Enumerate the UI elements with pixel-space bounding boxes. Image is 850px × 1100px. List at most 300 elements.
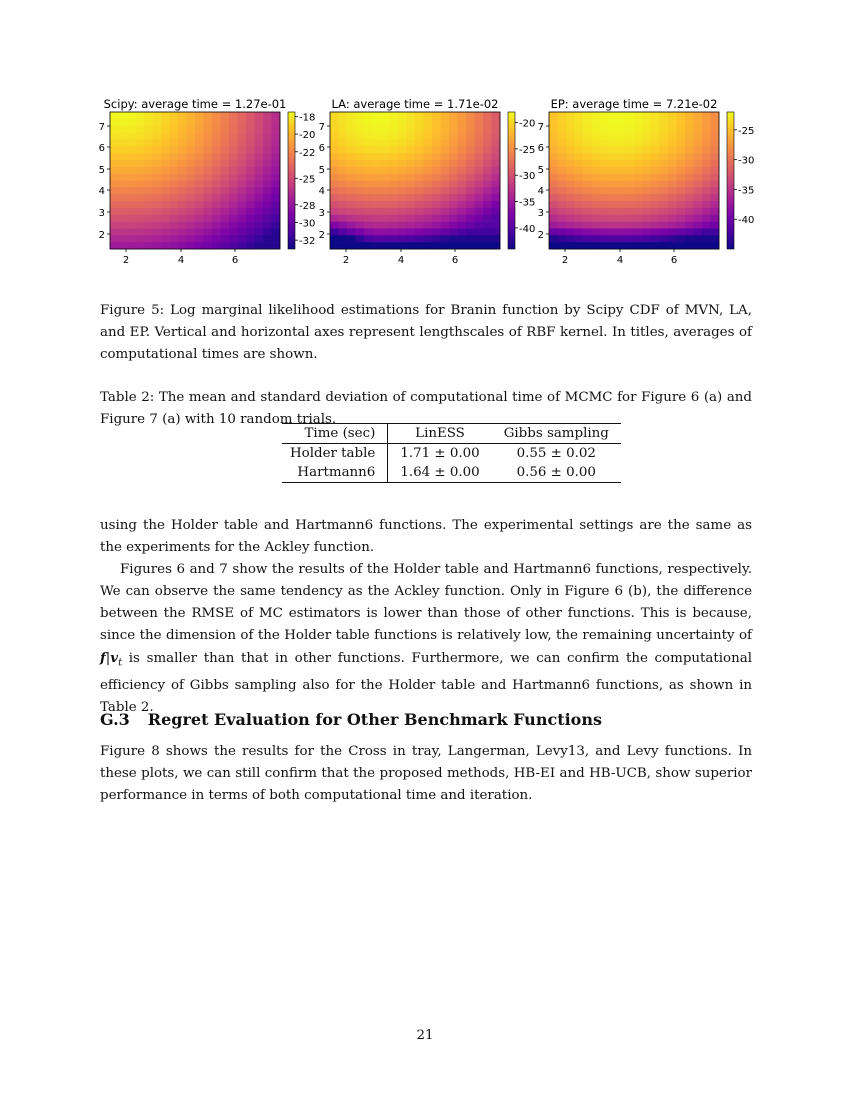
heatmap-cell bbox=[212, 174, 221, 181]
heatmap-cell bbox=[600, 235, 609, 242]
heatmap-cell bbox=[229, 222, 238, 229]
heatmap-cell bbox=[492, 153, 501, 160]
heatmap-cell bbox=[449, 126, 458, 133]
heatmap-cell bbox=[272, 146, 281, 153]
heatmap-cell bbox=[204, 167, 213, 174]
heatmap-cell bbox=[195, 235, 204, 242]
heatmap-cell bbox=[136, 242, 145, 249]
heatmap-cell bbox=[347, 167, 356, 174]
heatmap-cell bbox=[441, 167, 450, 174]
heatmap-panel-scipy bbox=[84, 0, 324, 275]
heatmap-cell bbox=[626, 201, 635, 208]
heatmap-cell bbox=[643, 126, 652, 133]
heatmap-cell bbox=[127, 215, 136, 222]
heatmap-cell bbox=[330, 126, 339, 133]
heatmap-cell bbox=[212, 139, 221, 146]
heatmap-cell bbox=[492, 133, 501, 140]
heatmap-cell bbox=[170, 181, 179, 188]
heatmap-cell bbox=[475, 174, 484, 181]
heatmap-cell bbox=[685, 208, 694, 215]
heatmap-cell bbox=[229, 160, 238, 167]
heatmap-cell bbox=[212, 187, 221, 194]
heatmap-cell bbox=[702, 160, 711, 167]
heatmap-cell bbox=[466, 174, 475, 181]
heatmap-cell bbox=[634, 133, 643, 140]
heatmap-cell bbox=[187, 160, 196, 167]
heatmap-cell bbox=[583, 181, 592, 188]
heatmap-cell bbox=[398, 181, 407, 188]
heatmap-cell bbox=[466, 160, 475, 167]
heatmap-cell bbox=[144, 174, 153, 181]
colorbar-tick-label: -22 bbox=[299, 147, 316, 159]
heatmap-cell bbox=[634, 153, 643, 160]
heatmap-cell bbox=[127, 187, 136, 194]
heatmap-cell bbox=[424, 222, 433, 229]
heatmap-cell bbox=[441, 146, 450, 153]
heatmap-cell bbox=[330, 187, 339, 194]
heatmap-cell bbox=[466, 181, 475, 188]
heatmap-cell bbox=[609, 215, 618, 222]
heatmap-cell bbox=[255, 235, 264, 242]
heatmap-cell bbox=[492, 174, 501, 181]
header-gibbs: Gibbs sampling bbox=[503, 426, 609, 441]
heatmap-cell bbox=[660, 194, 669, 201]
heatmap-cell bbox=[364, 222, 373, 229]
heatmap-cell bbox=[424, 133, 433, 140]
heatmap-cell bbox=[272, 167, 281, 174]
heatmap-cell bbox=[651, 242, 660, 249]
heatmap-cell bbox=[492, 119, 501, 126]
heatmap-cell bbox=[677, 242, 686, 249]
heatmap-cell bbox=[204, 222, 213, 229]
heatmap-cell bbox=[144, 215, 153, 222]
heatmap-cell bbox=[483, 228, 492, 235]
heatmap-cell bbox=[626, 139, 635, 146]
heatmap-cell bbox=[364, 174, 373, 181]
heatmap-cell bbox=[229, 215, 238, 222]
heatmap-cell bbox=[549, 160, 558, 167]
heatmap-cell bbox=[694, 215, 703, 222]
heatmap-cell bbox=[356, 153, 365, 160]
section-title: Regret Evaluation for Other Benchmark Functions bbox=[147, 710, 602, 729]
heatmap-cell bbox=[643, 242, 652, 249]
math-t: t bbox=[118, 657, 123, 669]
heatmap-cell bbox=[127, 167, 136, 174]
heatmap-cell bbox=[575, 222, 584, 229]
heatmap-cell bbox=[221, 194, 230, 201]
heatmap-cell bbox=[475, 133, 484, 140]
heatmap-cell bbox=[685, 242, 694, 249]
heatmap-cell bbox=[161, 187, 170, 194]
heatmap-cell bbox=[483, 146, 492, 153]
heatmap-cell bbox=[458, 235, 467, 242]
heatmap-cell bbox=[212, 242, 221, 249]
heatmap-cell bbox=[347, 133, 356, 140]
heatmap-cell bbox=[634, 187, 643, 194]
heatmap-cell bbox=[263, 194, 272, 201]
heatmap-cell bbox=[170, 167, 179, 174]
heatmap-cell bbox=[668, 119, 677, 126]
heatmap-cell bbox=[432, 208, 441, 215]
heatmap-cell bbox=[651, 235, 660, 242]
heatmap-cell bbox=[364, 208, 373, 215]
heatmap-cell bbox=[651, 167, 660, 174]
heatmap-cell bbox=[119, 112, 128, 119]
heatmap-cell bbox=[229, 242, 238, 249]
heatmap-cell bbox=[364, 228, 373, 235]
heatmap-cell bbox=[711, 174, 720, 181]
heatmap-cell bbox=[643, 235, 652, 242]
heatmap-cell bbox=[330, 235, 339, 242]
heatmap-cell bbox=[432, 242, 441, 249]
heatmap-cell bbox=[161, 208, 170, 215]
heatmap-cell bbox=[195, 119, 204, 126]
heatmap-cell bbox=[711, 167, 720, 174]
heatmap-cell bbox=[694, 112, 703, 119]
heatmap-cell bbox=[475, 187, 484, 194]
heatmap-cell bbox=[136, 153, 145, 160]
heatmap-cell bbox=[483, 167, 492, 174]
heatmap-cell bbox=[110, 133, 119, 140]
heatmap-cell bbox=[711, 126, 720, 133]
heatmap-cell bbox=[660, 174, 669, 181]
heatmap-cell bbox=[161, 139, 170, 146]
heatmap-cell bbox=[634, 235, 643, 242]
heatmap-cell bbox=[356, 126, 365, 133]
heatmap-cell bbox=[449, 153, 458, 160]
heatmap-cell bbox=[195, 133, 204, 140]
heatmap-cell bbox=[238, 194, 247, 201]
heatmap-cell bbox=[127, 208, 136, 215]
heatmap-cell bbox=[634, 139, 643, 146]
heatmap-cell bbox=[415, 208, 424, 215]
heatmap-cell bbox=[390, 242, 399, 249]
heatmap-cell bbox=[187, 181, 196, 188]
heatmap-cell bbox=[178, 235, 187, 242]
heatmap-cell bbox=[592, 187, 601, 194]
heatmap-cell bbox=[575, 153, 584, 160]
heatmap-cell bbox=[356, 174, 365, 181]
heatmap-panel-ep bbox=[523, 0, 763, 275]
heatmap-cell bbox=[677, 153, 686, 160]
heatmap-cell bbox=[238, 126, 247, 133]
heatmap-cell bbox=[617, 194, 626, 201]
heatmap-cell bbox=[626, 146, 635, 153]
heatmap-cell bbox=[711, 160, 720, 167]
heatmap-cell bbox=[255, 201, 264, 208]
heatmap-cell bbox=[651, 160, 660, 167]
heatmap-cell bbox=[119, 235, 128, 242]
heatmap-cell bbox=[492, 112, 501, 119]
heatmap-cell bbox=[651, 215, 660, 222]
heatmap-cell bbox=[161, 160, 170, 167]
heatmap-cell bbox=[702, 174, 711, 181]
heatmap-cell bbox=[255, 208, 264, 215]
heatmap-cell bbox=[339, 126, 348, 133]
heatmap-cell bbox=[441, 160, 450, 167]
heatmap-cell bbox=[161, 201, 170, 208]
heatmap-cell bbox=[617, 119, 626, 126]
heatmap-cell bbox=[356, 167, 365, 174]
heatmap-cell bbox=[466, 215, 475, 222]
heatmap-cell bbox=[458, 167, 467, 174]
heatmap-cell bbox=[575, 174, 584, 181]
heatmap-cell bbox=[575, 187, 584, 194]
heatmap-cell bbox=[449, 146, 458, 153]
heatmap-cell bbox=[373, 181, 382, 188]
heatmap-cell bbox=[127, 174, 136, 181]
heatmap-cell bbox=[161, 222, 170, 229]
heatmap-cell bbox=[466, 201, 475, 208]
heatmap-cell bbox=[651, 133, 660, 140]
heatmap-cell bbox=[441, 235, 450, 242]
heatmap-cell bbox=[347, 201, 356, 208]
heatmap-cell bbox=[600, 201, 609, 208]
y-tick-label: 7 bbox=[318, 122, 325, 133]
heatmap-cell bbox=[144, 126, 153, 133]
row-label: Hartmann6 bbox=[282, 463, 388, 483]
heatmap-cell bbox=[407, 167, 416, 174]
heatmap-cell bbox=[356, 235, 365, 242]
colorbar-tick-label: -25 bbox=[738, 125, 755, 137]
heatmap-cell bbox=[558, 181, 567, 188]
heatmap-cell bbox=[153, 174, 162, 181]
heatmap-cell bbox=[356, 112, 365, 119]
heatmap-cell bbox=[549, 119, 558, 126]
heatmap-cell bbox=[432, 194, 441, 201]
heatmap-cell bbox=[592, 146, 601, 153]
heatmap-cell bbox=[483, 222, 492, 229]
heatmap-cell bbox=[549, 167, 558, 174]
heatmap-cell bbox=[592, 242, 601, 249]
heatmap-cell bbox=[660, 235, 669, 242]
colorbar-tick-label: -25 bbox=[519, 144, 536, 156]
heatmap-cell bbox=[330, 215, 339, 222]
heatmap-cell bbox=[483, 153, 492, 160]
heatmap-cell bbox=[390, 146, 399, 153]
heatmap-cell bbox=[711, 181, 720, 188]
heatmap-cell bbox=[575, 201, 584, 208]
heatmap-cell bbox=[458, 112, 467, 119]
heatmap-cell bbox=[617, 112, 626, 119]
heatmap-cell bbox=[702, 228, 711, 235]
heatmap-cell bbox=[229, 112, 238, 119]
heatmap-cell bbox=[549, 112, 558, 119]
heatmap-cell bbox=[415, 153, 424, 160]
heatmap-cell bbox=[685, 215, 694, 222]
heatmap-cell bbox=[634, 112, 643, 119]
heatmap-cell bbox=[449, 133, 458, 140]
heatmap-cell bbox=[153, 126, 162, 133]
heatmap-cell bbox=[617, 201, 626, 208]
heatmap-cell bbox=[246, 235, 255, 242]
heatmap-cell bbox=[212, 228, 221, 235]
heatmap-cell bbox=[466, 167, 475, 174]
heatmap-cell bbox=[634, 194, 643, 201]
heatmap-cell bbox=[364, 126, 373, 133]
heatmap-cell bbox=[685, 187, 694, 194]
heatmap-cell bbox=[432, 119, 441, 126]
heatmap-cell bbox=[566, 222, 575, 229]
heatmap-cell bbox=[246, 222, 255, 229]
heatmap-cell bbox=[229, 153, 238, 160]
heatmap-cell bbox=[694, 208, 703, 215]
heatmap-cell bbox=[424, 153, 433, 160]
heatmap-cell bbox=[575, 181, 584, 188]
heatmap-cell bbox=[373, 119, 382, 126]
heatmap-cell bbox=[634, 146, 643, 153]
heatmap-cell bbox=[677, 133, 686, 140]
heatmap-cell bbox=[221, 187, 230, 194]
heatmap-cell bbox=[212, 201, 221, 208]
heatmap-cell bbox=[651, 119, 660, 126]
heatmap-cell bbox=[660, 160, 669, 167]
y-tick-label: 4 bbox=[318, 186, 325, 197]
heatmap-cell bbox=[212, 112, 221, 119]
heatmap-cell bbox=[466, 126, 475, 133]
heatmap-cell bbox=[119, 194, 128, 201]
heatmap-cell bbox=[583, 126, 592, 133]
heatmap-cell bbox=[144, 153, 153, 160]
heatmap-cell bbox=[221, 208, 230, 215]
heatmap-cell bbox=[694, 174, 703, 181]
heatmap-cell bbox=[475, 222, 484, 229]
heatmap-cell bbox=[617, 208, 626, 215]
heatmap-cell bbox=[144, 187, 153, 194]
heatmap-cell bbox=[381, 126, 390, 133]
heatmap-cell bbox=[221, 139, 230, 146]
heatmap-cell bbox=[492, 181, 501, 188]
heatmap-cell bbox=[475, 208, 484, 215]
heatmap-cell bbox=[153, 235, 162, 242]
heatmap-cell bbox=[694, 126, 703, 133]
heatmap-cell bbox=[119, 215, 128, 222]
heatmap-cell bbox=[634, 119, 643, 126]
heatmap-cell bbox=[229, 187, 238, 194]
heatmap-cell bbox=[398, 160, 407, 167]
heatmap-cell bbox=[609, 174, 618, 181]
heatmap-cell bbox=[161, 153, 170, 160]
heatmap-cell bbox=[626, 194, 635, 201]
heatmap-cell bbox=[144, 119, 153, 126]
heatmap-cell bbox=[204, 119, 213, 126]
heatmap-cell bbox=[161, 242, 170, 249]
heatmap-cell bbox=[272, 222, 281, 229]
heatmap-cell bbox=[339, 194, 348, 201]
heatmap-cell bbox=[592, 160, 601, 167]
x-tick-label: 2 bbox=[122, 255, 130, 266]
heatmap-cell bbox=[110, 146, 119, 153]
heatmap-cell bbox=[583, 112, 592, 119]
heatmap-cell bbox=[424, 208, 433, 215]
heatmap-cell bbox=[381, 167, 390, 174]
heatmap-cell bbox=[347, 181, 356, 188]
heatmap-cell bbox=[660, 215, 669, 222]
heatmap-cell bbox=[575, 242, 584, 249]
heatmap-cell bbox=[339, 153, 348, 160]
heatmap-cell bbox=[195, 228, 204, 235]
heatmap-cell bbox=[381, 201, 390, 208]
heatmap-cell bbox=[617, 181, 626, 188]
heatmap-cell bbox=[424, 181, 433, 188]
heatmap-cell bbox=[398, 146, 407, 153]
heatmap-cell bbox=[263, 174, 272, 181]
heatmap-cell bbox=[170, 133, 179, 140]
heatmap-cell bbox=[711, 242, 720, 249]
heatmap-cell bbox=[110, 228, 119, 235]
heatmap-cell bbox=[347, 160, 356, 167]
heatmap-cell bbox=[364, 242, 373, 249]
header-time: Time (sec) bbox=[282, 424, 388, 444]
heatmap-cell bbox=[449, 228, 458, 235]
heatmap-cell bbox=[381, 112, 390, 119]
heatmap-cell bbox=[549, 153, 558, 160]
heatmap-cell bbox=[711, 139, 720, 146]
heatmap-cell bbox=[187, 228, 196, 235]
y-tick-label: 6 bbox=[318, 143, 325, 154]
heatmap-cell bbox=[195, 242, 204, 249]
heatmap-cell bbox=[609, 167, 618, 174]
heatmap-cell bbox=[711, 222, 720, 229]
heatmap-cell bbox=[255, 228, 264, 235]
heatmap-cell bbox=[390, 194, 399, 201]
heatmap-cell bbox=[415, 160, 424, 167]
heatmap-cell bbox=[617, 222, 626, 229]
heatmap-cell bbox=[441, 126, 450, 133]
heatmap-cell bbox=[144, 139, 153, 146]
heatmap-cell bbox=[643, 201, 652, 208]
heatmap-cell bbox=[549, 181, 558, 188]
heatmap-cell bbox=[483, 242, 492, 249]
heatmap-cell bbox=[381, 174, 390, 181]
heatmap-cell bbox=[330, 201, 339, 208]
heatmap-cell bbox=[651, 201, 660, 208]
table-row bbox=[282, 463, 621, 483]
heatmap-cell bbox=[339, 222, 348, 229]
heatmap-cell bbox=[187, 133, 196, 140]
heatmap-cell bbox=[415, 215, 424, 222]
heatmap-cell bbox=[161, 194, 170, 201]
heatmap-cell bbox=[475, 228, 484, 235]
heatmap-cell bbox=[668, 222, 677, 229]
heatmap-cell bbox=[144, 181, 153, 188]
heatmap-cell bbox=[583, 187, 592, 194]
heatmap-cell bbox=[407, 222, 416, 229]
table-row bbox=[282, 444, 621, 464]
heatmap-cell bbox=[466, 222, 475, 229]
x-tick-label: 2 bbox=[342, 255, 350, 266]
heatmap-cell bbox=[364, 153, 373, 160]
heatmap-cell bbox=[110, 174, 119, 181]
heatmap-cell bbox=[634, 167, 643, 174]
heatmap-cell bbox=[161, 167, 170, 174]
heatmap-cell bbox=[592, 126, 601, 133]
heatmap-cell bbox=[600, 146, 609, 153]
heatmap-cell bbox=[204, 194, 213, 201]
heatmap-cell bbox=[407, 139, 416, 146]
heatmap-cell bbox=[187, 242, 196, 249]
heatmap-cell bbox=[255, 187, 264, 194]
heatmap-cell bbox=[483, 133, 492, 140]
heatmap-cell bbox=[415, 139, 424, 146]
heatmap-cell bbox=[161, 112, 170, 119]
heatmap-cell bbox=[263, 139, 272, 146]
heatmap-cell bbox=[390, 187, 399, 194]
heatmap-cell bbox=[127, 160, 136, 167]
heatmap-panel-la bbox=[304, 0, 544, 275]
heatmap-cell bbox=[119, 133, 128, 140]
heatmap-cell bbox=[466, 235, 475, 242]
